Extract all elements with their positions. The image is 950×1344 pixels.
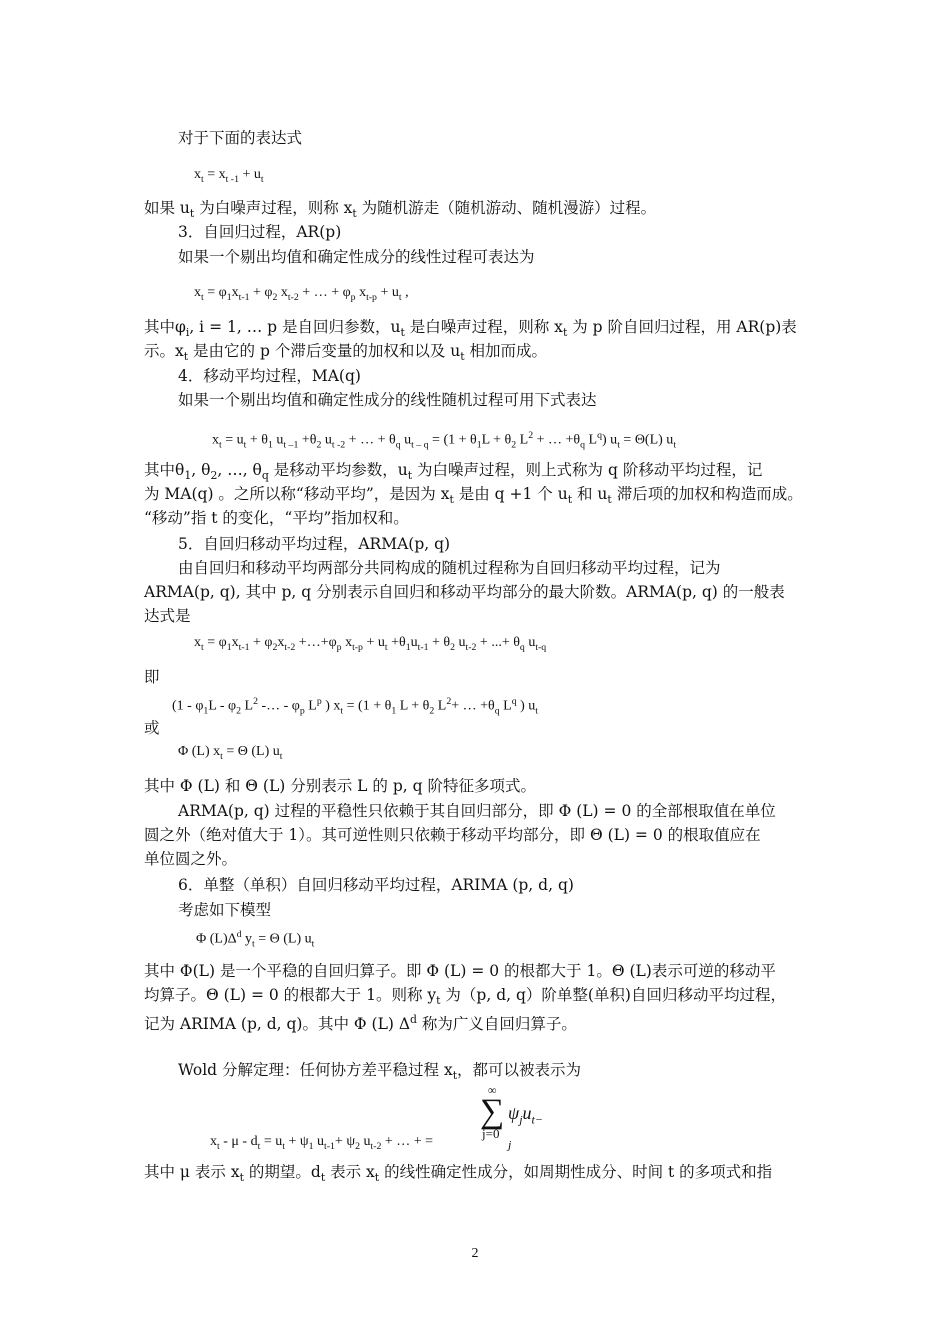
psi-subscript: j	[519, 1112, 523, 1127]
ar-equation: $x_t = \varphi_1x_{t-1} + \varphi_2$ $x_{t-2}$ + … + $\varphi_p$ $x_{t-p} + u_t$ ,	[194, 285, 409, 303]
section-ma-heading: 4．移动平均过程，MA(q)	[178, 367, 361, 385]
huo-text: 或	[144, 719, 160, 737]
ma-explanation-2: 为 MA(q) 。之所以称“移动平均”，是因为 $x_t$ 是由 q +1 个 $u_t$ 和 $u_t$ 滞后项的加权和构造而成。	[144, 485, 803, 507]
arma-operator-equation: Φ (L) $x_t = \Theta$ (L) $u_t$	[178, 744, 283, 762]
section-arma-heading: 5．自回归移动平均过程，ARMA(p, q)	[178, 535, 451, 553]
arima-explanation-2: 均算子。Θ (L) = 0 的根都大于 1。则称 $y_t$ 为（p, d, q）阶单整(单积)自回归移动平均过程，	[144, 986, 786, 1008]
ma-explanation-3: “移动”指 t 的变化，“平均”指加权和。	[144, 509, 409, 527]
arma-stationarity-1: ARMA(p, q) 过程的平稳性只依赖于其自回归部分，即 Φ (L) = 0 的全部根取值在单位	[178, 802, 776, 820]
section-arima-heading: 6．单整（单积）自回归移动平均过程，ARIMA (p, d, q)	[178, 876, 574, 894]
ma-explanation-1: 其中$\theta_1$, $\theta_2$, …, $\theta_q$ 是移动平均参数，$u_t$ 为白噪声过程，则上式称为 q 阶移动平均过程，记	[144, 461, 763, 483]
ar-explanation-2: 示。$x_t$ 是由它的 p 个滞后变量的加权和以及 $u_t$ 相加而成。	[144, 342, 548, 364]
arima-explanation-3: 记为 ARIMA (p, d, q)。其中 Φ (L) $\Delta^d$ 称为广义自回归算子。	[144, 1013, 577, 1034]
u-subscript: t− j	[508, 1112, 543, 1152]
arma-intro-1: 由自回归和移动平均两部分共同构成的随机过程称为自回归移动平均过程，记为	[178, 559, 721, 577]
arima-intro: 考虑如下模型	[178, 901, 272, 919]
wold-theorem: Wold 分解定理：任何协方差平稳过程 $x_t$，都可以被表示为	[178, 1061, 582, 1083]
arma-intro-2: ARMA(p, q), 其中 p, q 分别表示自回归和移动平均部分的最大阶数。ARMA(p, q) 的一般表	[144, 583, 785, 601]
ar-explanation-1: 其中$\varphi_i$, i = 1, … p 是自回归参数，$u_t$ 是白噪声过程，则称 $x_t$ 为 p 阶自回归过程，用 AR(p)表	[144, 318, 797, 340]
arma-stationarity-3: 单位圆之外。	[144, 850, 238, 868]
ma-equation: $x_t = u_t + \theta_1$ $u_{t -1} +\theta_2$ $u_{t -2}$ + … + $\theta_q$ $u_{t - q} = (1 + \theta_1L + \theta_2$ $L^2$ + … $+\theta_q$ $L^q$) $u_t = \Theta(L)$ $u_t$	[212, 430, 677, 451]
arma-polynomial-text: 其中 Φ (L) 和 Θ (L) 分别表示 L 的 p, q 阶特征多项式。	[144, 777, 536, 795]
summation-term	[508, 1103, 543, 1152]
arima-explanation-1: 其中 Φ(L) 是一个平稳的自回归算子。即 Φ (L) = 0 的根都大于 1。Θ (L)表示可逆的移动平	[144, 962, 776, 980]
arma-stationarity-2: 圆之外（绝对值大于 1）。其可逆性则只依赖于移动平均部分，即 Θ (L) = 0 的根取值应在	[144, 826, 761, 844]
arma-equation: $x_t = \varphi_1x_{t-1} + \varphi_2x_{t-2}$ $+\dots+\varphi_p$ $x_{t-p} + u_t +\theta_1u_{t-1} + \theta_2$ $u_{t-2}$ + ...+ $\theta_q$ $u_{t-q}$	[194, 635, 547, 653]
intro-text: 对于下面的表达式	[178, 129, 303, 147]
random-walk-definition: 如果 $u_t$ 为白噪声过程，则称 $x_t$ 为随机游走（随机游动、随机漫游）过程。	[144, 199, 657, 221]
summation-upper-limit: ∞	[488, 1083, 497, 1097]
ma-intro: 如果一个剔出均值和确定性成分的线性随机过程可用下式表达	[178, 391, 597, 409]
ar-intro: 如果一个剔出均值和确定性成分的线性过程可表达为	[178, 248, 535, 266]
random-walk-equation: $x_t = x_{t -1} + u_t$	[194, 167, 264, 185]
arma-intro-3: 达式是	[144, 607, 191, 625]
arima-equation: Φ $(L)\Delta^d$ $y_t = \Theta$ (L) $u_t$	[196, 929, 315, 950]
wold-explanation: 其中 μ 表示 $x_t$ 的期望。$d_t$ 表示 $x_t$ 的线性确定性成分，如周期性成分、时间 t 的多项式和指	[144, 1163, 773, 1185]
summation-sign: ∑	[480, 1093, 505, 1130]
u-symbol: u	[522, 1103, 532, 1123]
psi-symbol: ψ	[508, 1103, 520, 1123]
arma-lag-equation: ($1 - \varphi_1L - \varphi_2$ $L^2$ -… - $\varphi_p$ $L^p$ ) $x_t = (1 + \theta_1$ $L + \theta_2$ $L^2+$ … $+\theta_q$ $L^q$ ) $u_t$	[172, 696, 539, 717]
ji-text: 即	[144, 668, 160, 686]
section-ar-heading: 3．自回归过程，AR(p)	[178, 223, 342, 241]
page-number: 2	[471, 1246, 479, 1261]
summation-lower-limit: j=0	[482, 1126, 500, 1141]
wold-equation: $x_t - \mu - d_t = u_t + \psi_1$ $u_{t-1}+ \psi_2$ $u_{t-2}$ + … + =	[210, 1134, 434, 1152]
